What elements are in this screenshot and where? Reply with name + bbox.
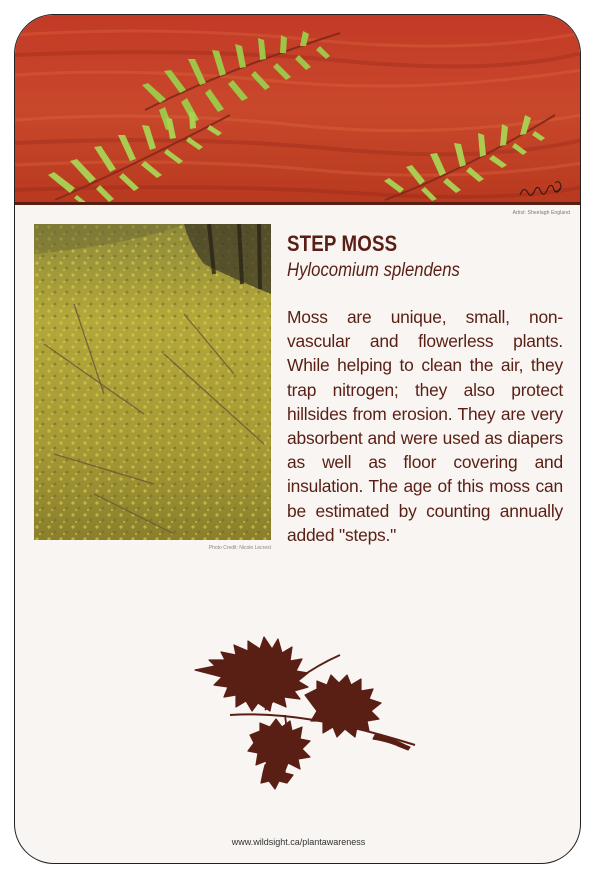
footer-url[interactable]: www.wildsight.ca/plantawareness xyxy=(231,837,366,847)
painted-banner xyxy=(15,15,581,203)
plant-card xyxy=(14,14,581,864)
moss-sprig-illustration xyxy=(175,615,425,800)
common-name-heading: STEP MOSS xyxy=(287,231,398,256)
fern-painting xyxy=(15,15,581,203)
banner-divider xyxy=(15,202,581,205)
moss-photo xyxy=(34,224,271,540)
photo-credit: Photo Credit: Nicole Lecrest xyxy=(208,545,271,551)
moss-photo-image xyxy=(34,224,271,540)
moss-sprig-icon xyxy=(175,615,425,795)
artist-credit: Artist: Sheelagh England xyxy=(512,210,570,216)
plant-description: Moss are unique, small, non-vascular and flowerless plants. While helping to clean the air, they trap nitrogen; they also protect hillsides from erosion. They are very absorbent and were used as diapers as well as floor covering and insulation. The age of this moss can be estimated by counting annually added "steps." xyxy=(287,307,563,545)
scientific-name: Hylocomium splendens xyxy=(287,260,460,281)
